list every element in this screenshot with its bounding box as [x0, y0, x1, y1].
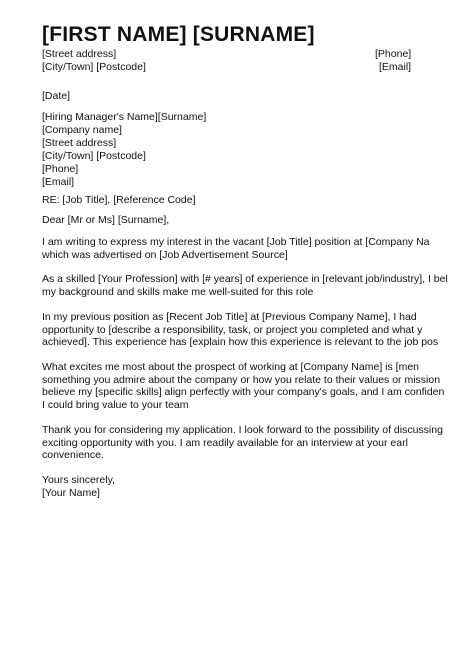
body-paragraph-5	[42, 424, 474, 462]
closing: Yours sincerely,	[42, 474, 115, 486]
recipient-line: [Phone]	[42, 163, 79, 175]
paragraph-line: opportunity to [describe a responsibility, task, or project you completed and what y	[42, 323, 423, 336]
paragraph-line: my background and skills make me well-suited for this role	[42, 285, 314, 298]
paragraph-line: achieved]. This experience has [explain how this experience is relevant to the job pos	[42, 336, 439, 349]
paragraph-line: As a skilled [Your Profession] with [# years] of experience in [relevant job/industry], I bel	[42, 273, 448, 285]
paragraph-line: exciting opportunity with you. I am readily available for an interview at your earl	[42, 436, 408, 449]
paragraph-line: I could bring value to your team	[42, 399, 189, 412]
recipient-line: [Email]	[42, 176, 75, 188]
recipient-line: [Street address]	[42, 137, 117, 149]
reference-line: RE: [Job Title], [Reference Code]	[42, 194, 196, 206]
recipient-line: [City/Town] [Postcode]	[42, 150, 146, 162]
paragraph-line: something you admire about the company or how you relate to their values or mission	[42, 373, 441, 386]
recipient-line: [Hiring Manager's Name][Surname]	[42, 111, 207, 123]
body-paragraph-1	[42, 236, 474, 261]
letter-date: [Date]	[42, 90, 71, 102]
sender-phone: [Phone]	[375, 48, 412, 60]
paragraph-line: convenience.	[42, 449, 104, 462]
paragraph-line: Thank you for considering my application. I look forward to the possibility of discussing	[42, 424, 443, 436]
body-paragraph-3	[42, 311, 474, 349]
recipient-address	[42, 111, 206, 189]
sign-off	[42, 474, 115, 500]
paragraph-line: In my previous position as [Recent Job Title] at [Previous Company Name], I had	[42, 311, 417, 323]
body-paragraph-4	[42, 361, 474, 412]
sender-street: [Street address]	[42, 48, 117, 60]
recipient-line: [Company name]	[42, 124, 122, 136]
sender-email: [Email]	[379, 61, 412, 73]
paragraph-line: What excites me most about the prospect of working at [Company Name] is [men	[42, 361, 419, 373]
sender-city: [City/Town] [Postcode]	[42, 61, 146, 73]
body-paragraph-2	[42, 273, 474, 298]
salutation: Dear [Mr or Ms] [Surname],	[42, 214, 170, 226]
sender-address	[42, 48, 146, 74]
paragraph-line: believe my [specific skills] align perfectly with your company's goals, and I am confiden	[42, 386, 445, 399]
signature: [Your Name]	[42, 487, 100, 499]
paragraph-line: which was advertised on [Job Advertisement Source]	[42, 248, 288, 261]
paragraph-line: I am writing to express my interest in the vacant [Job Title] position at [Company Na	[42, 236, 430, 248]
name-heading: [FIRST NAME] [SURNAME]	[42, 23, 315, 46]
